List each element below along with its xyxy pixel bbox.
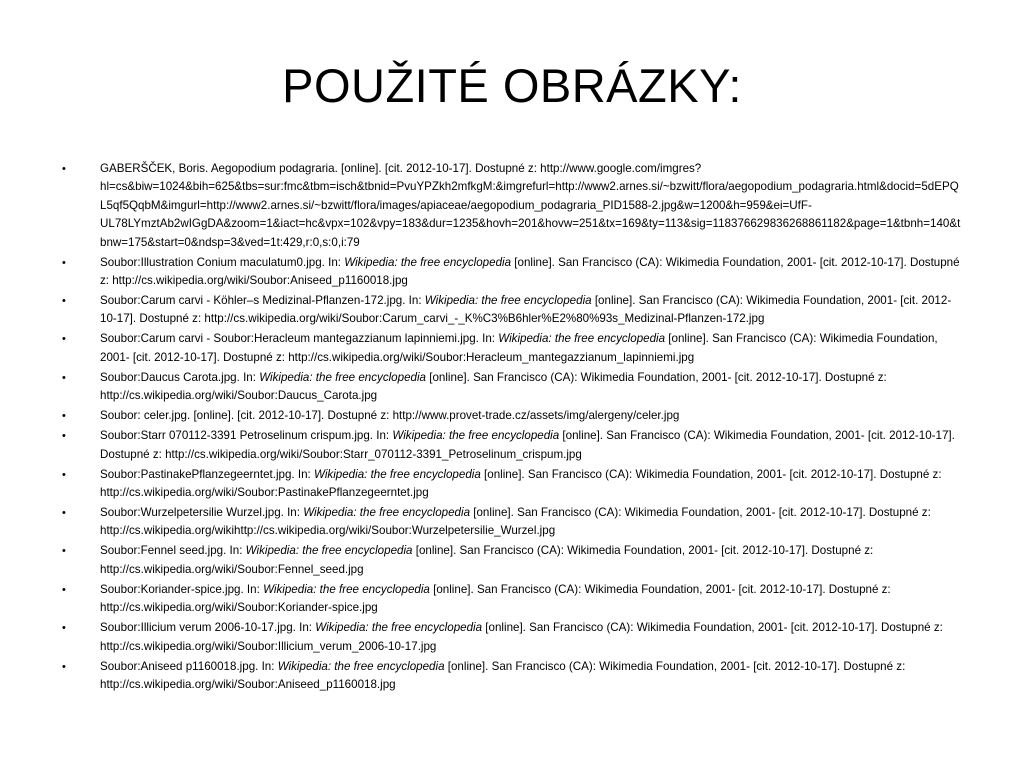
reference-text: [online]. San Francisco (CA): Wikimedia Foundation, 2001- [cit. 2012-10-17]. Dostupné z: http://cs.wikipedia.org/wiki/Soubor:PastinakePflanzegeerntet.jpg: [100, 467, 942, 500]
reference-item: [62, 254, 962, 291]
reference-source-title: Wikipedia: the free encyclopedia: [245, 544, 413, 558]
bullet-icon: •: [62, 410, 66, 423]
reference-source-title: Wikipedia: the free encyclopedia: [313, 467, 481, 481]
reference-item: [62, 581, 962, 618]
reference-text: Soubor: celer.jpg. [online]. [cit. 2012-10-17]. Dostupné z: http://www.provet-trade.cz/assets/img/alergeny/celer.jpg: [100, 409, 680, 423]
reference-text: Soubor:Illustration Conium maculatum0.jpg. In:: [100, 255, 345, 269]
reference-text: [online]. San Francisco (CA): Wikimedia Foundation, 2001- [cit. 2012-10-17]. Dostupné z: http://cs.wikipedia.org/wiki/Soubor:Illicium_verum_2006-10-17.jpg: [100, 621, 943, 653]
reference-text: [online]. San Francisco (CA): Wikimedia Foundation, 2001- [cit. 2012-10-17]. Dostupné z: http://cs.wikipedia.org/wikihttp://cs.wikipedia.org/wiki/Soubor:Wurzelpetersilie_Wurzel.jpg: [100, 506, 931, 538]
reference-source-title: Wikipedia: the free encyclopedia: [277, 659, 445, 673]
reference-source-title: Wikipedia: the free encyclopedia: [315, 621, 483, 635]
reference-text: [online]. San Francisco (CA): Wikimedia Foundation, 2001- [cit. 2012-10-17]. Dostupné z: http://cs.wikipedia.org/wiki/Soubor:Heracleum_mantegazzianum_lapinniemi.jpg: [100, 332, 938, 364]
bullet-icon: •: [62, 371, 66, 384]
reference-item: [62, 369, 962, 406]
bullet-icon: •: [62, 545, 66, 558]
reference-item: [62, 658, 962, 695]
reference-item: [62, 292, 962, 329]
bullet-icon: •: [62, 583, 66, 596]
reference-text: GABERŠČEK, Boris. Aegopodium podagraria. [online]. [cit. 2012-10-17]. Dostupné z: http://www.google.com/imgres?hl=cs&biw=1024&bih=625&tbs=sur:fmc&tbm=isch&tbnid=PvuYPZkh2mfkgM:&imgrefurl=http://www2.arnes.si/~bzwitt/flora/aegopodium_podagraria.html&docid=5dEPQL5qf5QqbM&imgurl=http://www2.arnes.si/~bzwitt/flora/images/apiaceae/aegopodium_podagraria_PID1588-2.jpg&w=1200&h=959&ei=UfF-UL78LYmztAb2wIGgDA&zoom=1&iact=hc&vpx=102&vpy=183&dur=1235&hovh=201&hovw=251&tx=169&ty=113&sig=118376629836268861182&page=1&tbnh=140&tbnw=175&start=0&ndsp=3&ved=1t:429,r:0,s:0,i:79: [100, 162, 961, 249]
reference-text: Soubor:Daucus Carota.jpg. In:: [100, 370, 260, 384]
bullet-icon: •: [62, 507, 66, 520]
reference-text: [online]. San Francisco (CA): Wikimedia Foundation, 2001- [cit. 2012-10-17]. Dostupné z: http://cs.wikipedia.org/wiki/Soubor:Aniseed_p1160018.jpg: [100, 659, 906, 692]
reference-item: [62, 466, 962, 503]
reference-text: Soubor:Illicium verum 2006-10-17.jpg. In:: [100, 621, 316, 635]
reference-text: Soubor:PastinakePflanzegeerntet.jpg. In:: [100, 467, 314, 481]
reference-item: [62, 160, 962, 252]
bullet-icon: •: [62, 622, 66, 635]
slide-title: POUŽITÉ OBRÁZKY:: [282, 59, 742, 112]
reference-item: [62, 504, 962, 541]
reference-source-title: Wikipedia: the free encyclopedia: [424, 294, 592, 308]
reference-text: Soubor:Carum carvi - Soubor:Heracleum mantegazzianum lapinniemi.jpg. In:: [100, 332, 499, 346]
reference-item: [62, 619, 962, 656]
reference-text: Soubor:Starr 070112-3391 Petroselinum crispum.jpg. In:: [100, 429, 393, 443]
reference-text: Soubor:Koriander-spice.jpg. In:: [100, 582, 264, 596]
bullet-icon: •: [62, 660, 66, 673]
reference-text: Soubor:Aniseed p1160018.jpg. In:: [100, 659, 278, 673]
reference-item: [62, 407, 962, 425]
reference-source-title: Wikipedia: the free encyclopedia: [263, 582, 430, 596]
reference-source-title: Wikipedia: the free encyclopedia: [259, 370, 427, 384]
reference-source-title: Wikipedia: the free encyclopedia: [303, 506, 471, 520]
bullet-icon: •: [62, 163, 66, 175]
bullet-icon: •: [62, 468, 66, 481]
reference-text: Soubor:Wurzelpetersilie Wurzel.jpg. In:: [100, 506, 304, 520]
reference-text: Soubor:Fennel seed.jpg. In:: [100, 544, 246, 558]
reference-source-title: Wikipedia: the free encyclopedia: [392, 429, 560, 443]
reference-list: [62, 160, 962, 696]
reference-text: [online]. San Francisco (CA): Wikimedia Foundation, 2001- [cit. 2012-10-17]. Dostupné z: http://cs.wikipedia.org/wiki/Soubor:Aniseed_p1160018.jpg: [100, 255, 960, 288]
bullet-icon: •: [62, 295, 66, 308]
reference-text: [online]. San Francisco (CA): Wikimedia Foundation, 2001- [cit. 2012-10-17]. Dostupné z: http://cs.wikipedia.org/wiki/Soubor:Koriander-spice.jpg: [100, 582, 891, 615]
reference-text: [online]. San Francisco (CA): Wikimedia Foundation, 2001- [cit. 2012-10-17]. Dostupné z: http://cs.wikipedia.org/wiki/Soubor:Daucus_Carota.jpg: [100, 370, 887, 403]
reference-text: [online]. San Francisco (CA): Wikimedia Foundation, 2001- [cit. 2012-10-17]. Dostupné z: http://cs.wikipedia.org/wiki/Soubor:Carum_carvi_-_K%C3%B6hler%E2%80%93s_Medizinal-Pflanzen-172.jpg: [100, 294, 952, 326]
reference-source-title: Wikipedia: the free encyclopedia: [344, 255, 512, 269]
reference-text: [online]. San Francisco (CA): Wikimedia Foundation, 2001- [cit. 2012-10-17]. Dostupné z: http://cs.wikipedia.org/wiki/Soubor:Starr_070112-3391_Petroselinum_crispum.jpg: [100, 429, 955, 461]
bullet-icon: •: [62, 430, 66, 443]
reference-source-title: Wikipedia: the free encyclopedia: [498, 332, 666, 346]
reference-item: [62, 330, 962, 367]
reference-item: [62, 542, 962, 579]
reference-item: [62, 427, 962, 464]
reference-text: Soubor:Carum carvi - Köhler–s Medizinal-Pflanzen-172.jpg. In:: [100, 294, 425, 308]
bullet-icon: •: [62, 333, 66, 346]
bullet-icon: •: [62, 256, 66, 269]
reference-text: [online]. San Francisco (CA): Wikimedia Foundation, 2001- [cit. 2012-10-17]. Dostupné z: http://cs.wikipedia.org/wiki/Soubor:Fennel_seed.jpg: [100, 544, 874, 576]
